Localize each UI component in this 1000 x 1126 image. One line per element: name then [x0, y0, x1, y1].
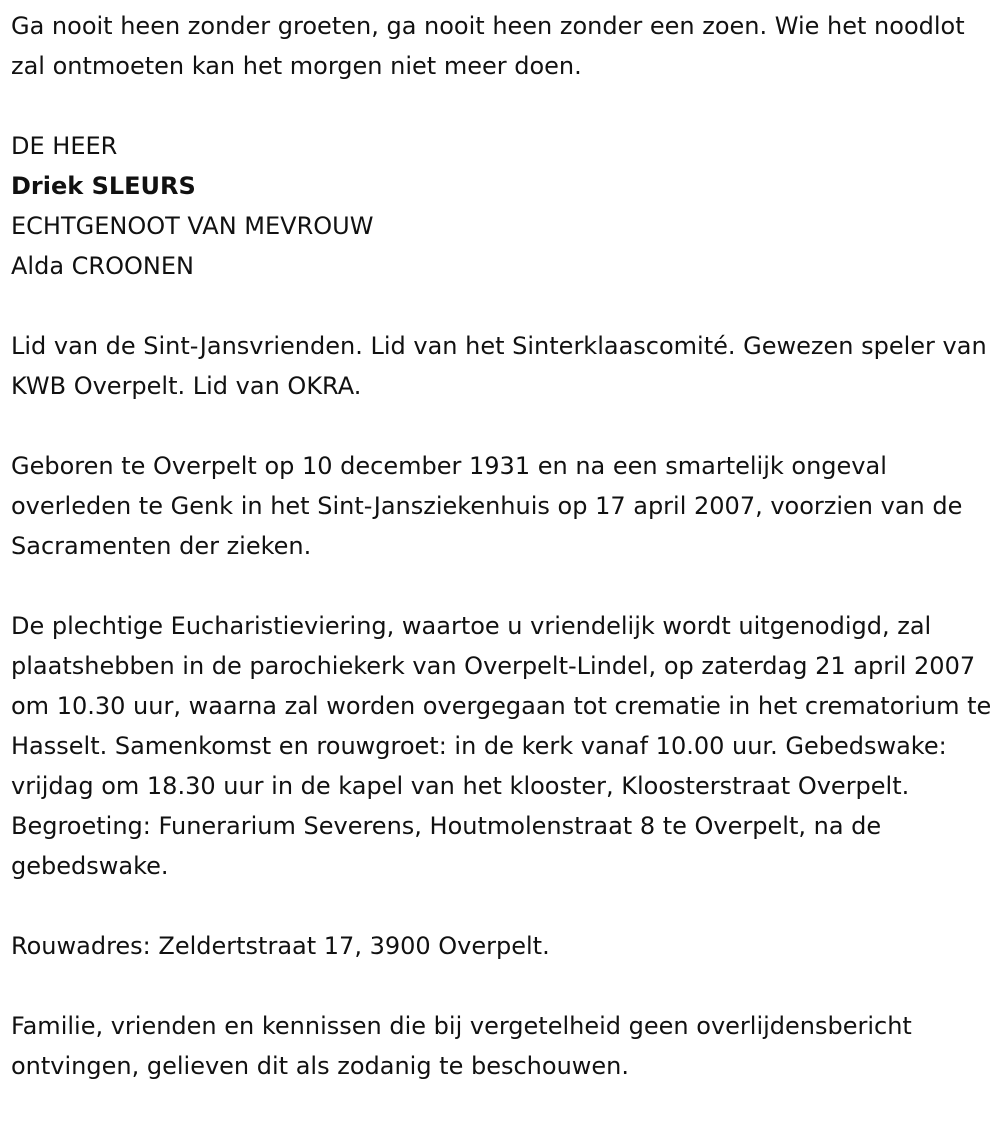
spacer: [11, 406, 1000, 446]
spacer: [11, 566, 1000, 606]
relation-text: ECHTGENOOT VAN MEVROUW: [11, 212, 374, 240]
closing-text: Familie, vrienden en kennissen die bij vergetelheid geen overlijdensbericht ontvingen, gelieven dit als zodanig te beschouwen.: [11, 1012, 912, 1080]
spacer: [11, 966, 1000, 1006]
title-prefix: DE HEER: [11, 132, 118, 160]
spacer: [11, 86, 1000, 126]
address-text: Rouwadres: Zeldertstraat 17, 3900 Overpelt.: [11, 932, 550, 960]
spacer: [11, 286, 1000, 326]
spouse-name: Alda CROONEN: [11, 252, 194, 280]
ceremony-text: De plechtige Eucharistieviering, waartoe u vriendelijk wordt uitgenodigd, zal plaatshebben in de parochiekerk van Overpelt-Lindel, op zaterdag 21 april 2007 om 10.30 uur, waarna zal worden overgegaan tot crematie in het crematorium te Hasselt. Samenkomst en rouwgroet: in de kerk vanaf 10.00 uur. Gebedswake: vrijdag om 18.30 uur in de kapel van het klooster, Kloosterstraat Overpelt. Begroeting: Funerarium Severens, Houtmolenstraat 8 te Overpelt, na de gebedswake.: [11, 612, 992, 880]
spacer: [11, 886, 1000, 926]
deceased-name: Driek SLEURS: [11, 172, 196, 200]
birth-death-text: Geboren te Overpelt op 10 december 1931 en na een smartelijk ongeval overleden te Genk in het Sint-Jansziekenhuis op 17 april 2007, voorzien van de Sacramenten der zieken.: [11, 452, 963, 560]
motto-text: Ga nooit heen zonder groeten, ga nooit heen zonder een zoen. Wie het noodlot zal ontmoeten kan het morgen niet meer doen.: [11, 12, 965, 80]
memberships-text: Lid van de Sint-Jansvrienden. Lid van het Sinterklaascomité. Gewezen speler van KWB Overpelt. Lid van OKRA.: [11, 332, 987, 400]
